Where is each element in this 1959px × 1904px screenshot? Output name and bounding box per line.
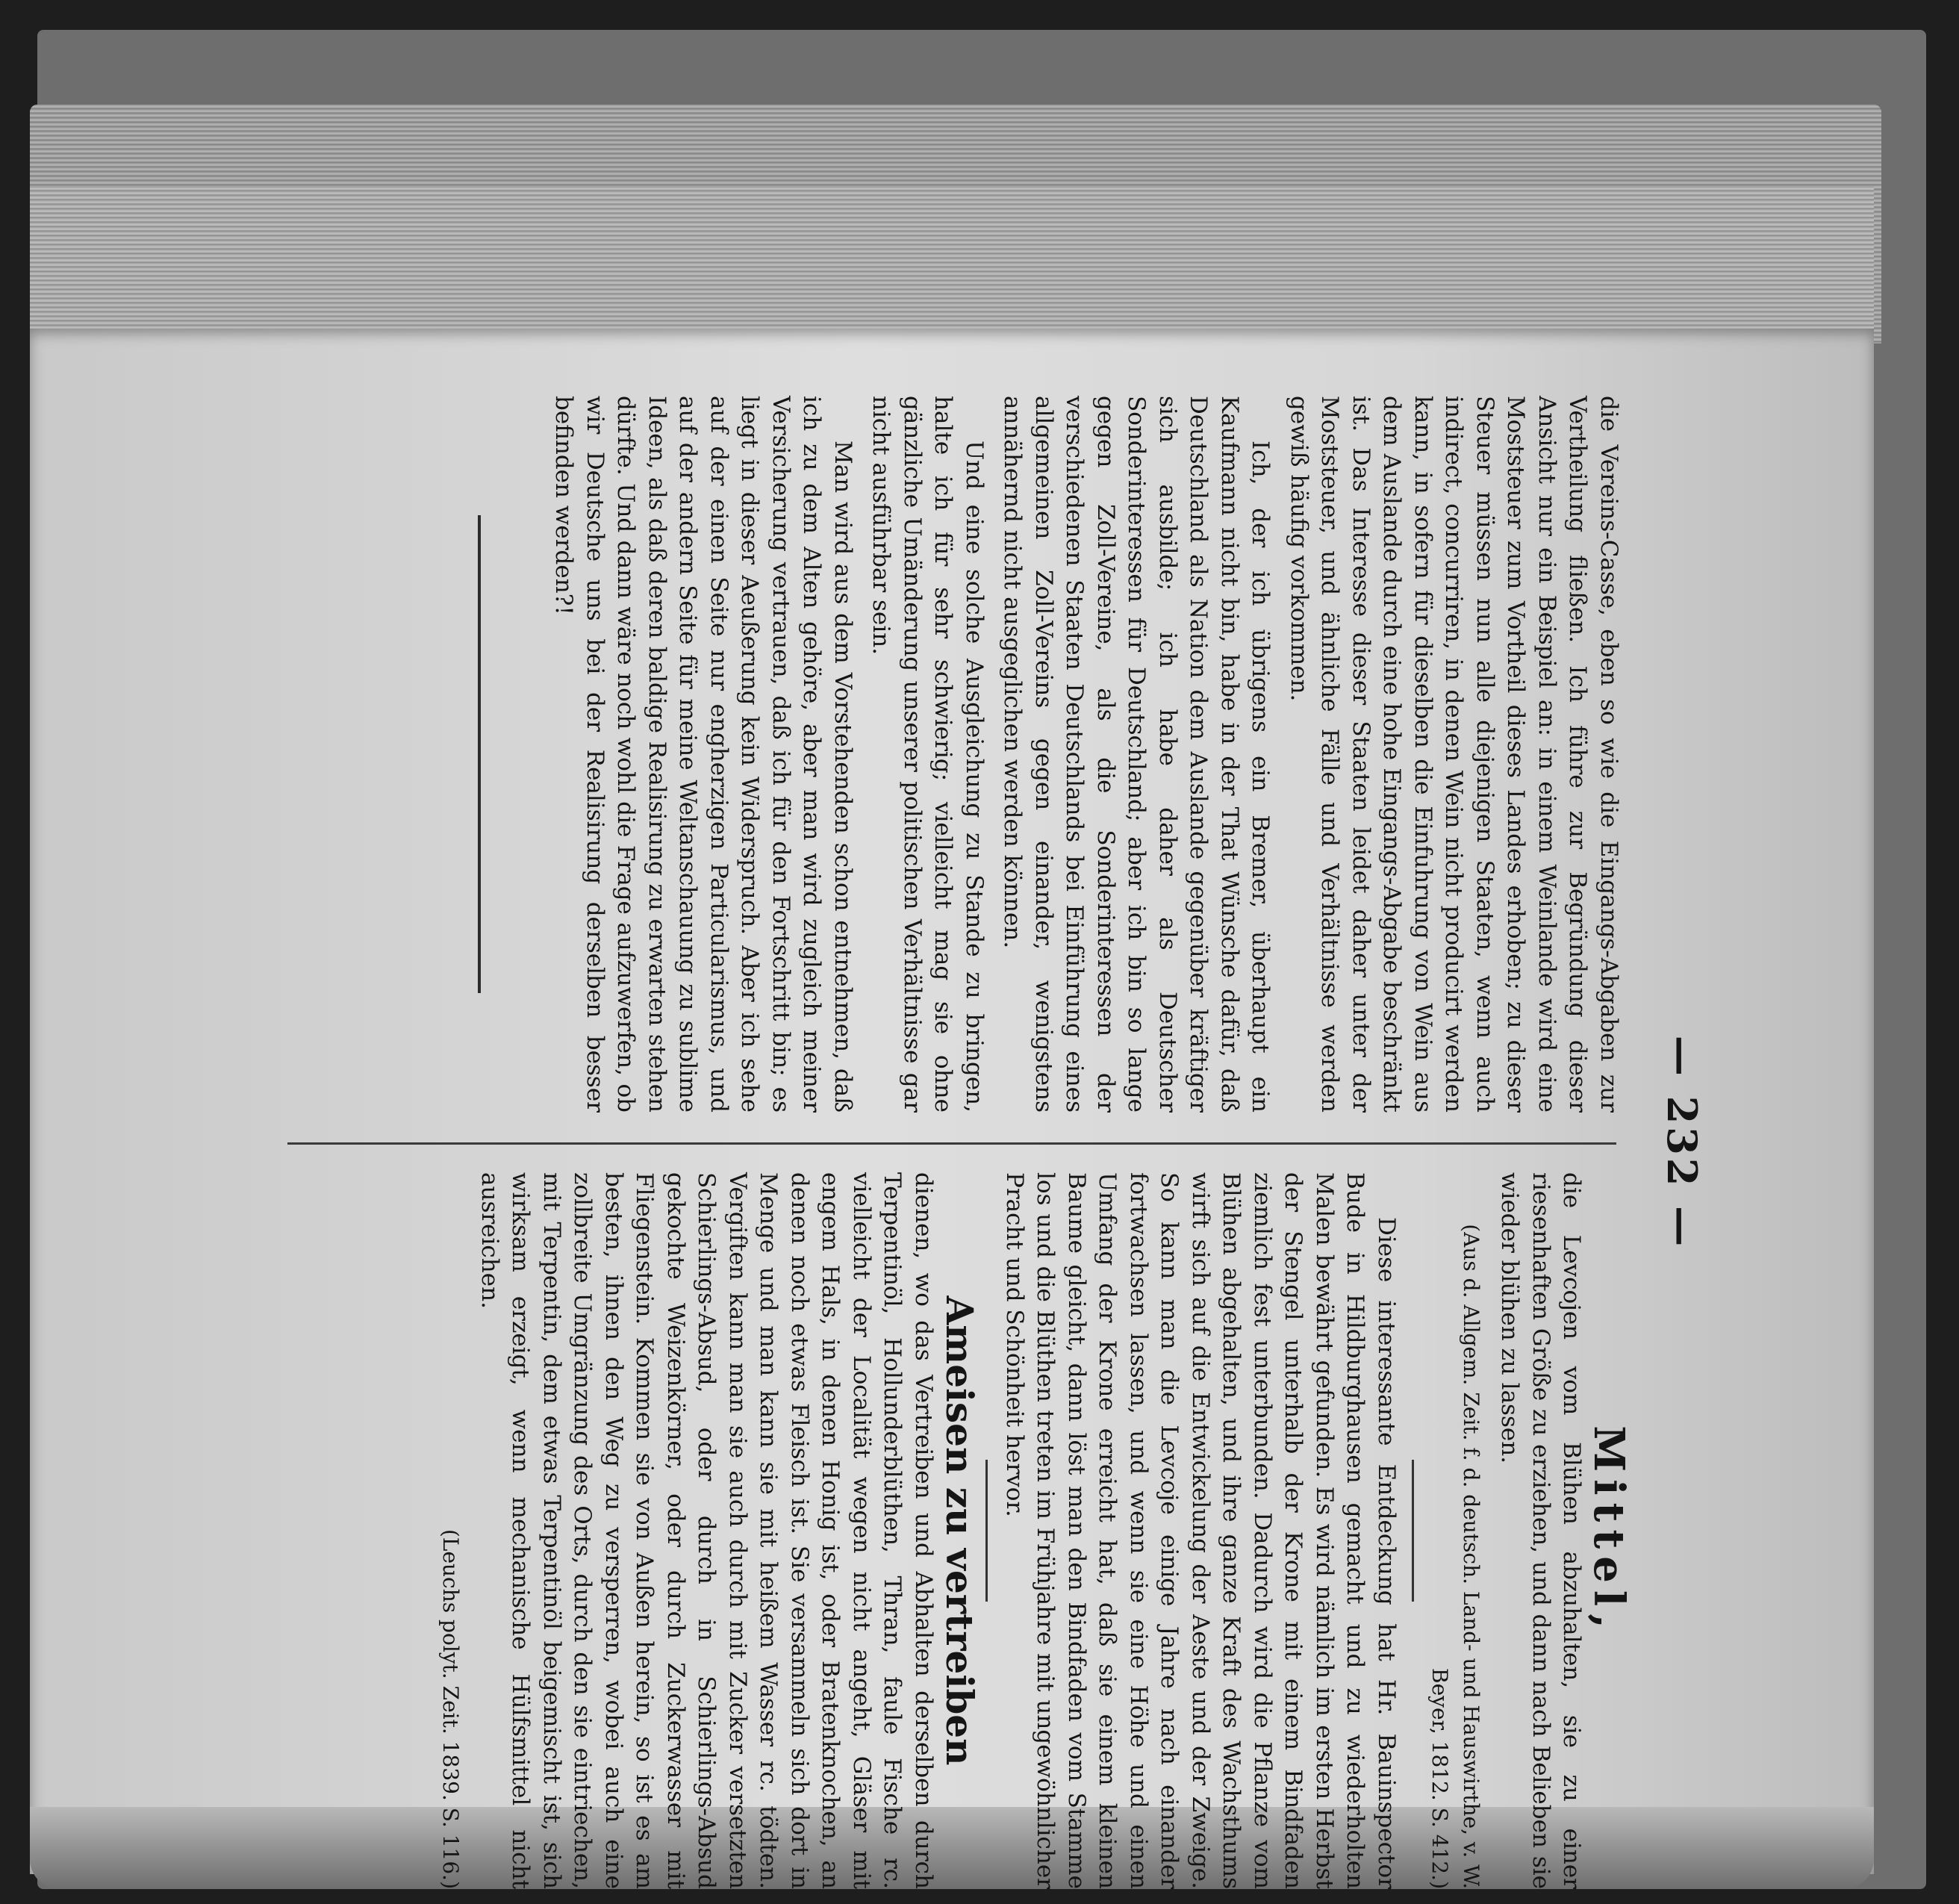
article-paragraph-2: dienen, wo das Vertreiben und Abhalten derselben durch Terpentinöl, Hollunderblüthen, Thran, faule Fische rc. vielleicht der Localität wegen nicht angeht, Gläser mit engem Hals, in denen Honig ist, oder Bratenknochen, an denen noch etwas Fleisch ist. Sie versammeln sich dort in Menge und man kann sie mit heißem Wasser rc. tödten. Vergiften kann man sie auch durch mit Zucker versetzten Schierlings-Absud, oder durch in Schierlings-Absud gekochte Weizenkörner, oder durch Zuckerwasser mit Fliegenstein. Kommen sie von Außen herein, so ist es am besten, ihnen den Weg zu versperren, wobei auch eine zollbreite Umgränzung des Orts, durch den sie eintriechen, mit Terpentin, dem etwas Terpentinöl beigemischt ist, sich wirksam erzeigt, wenn mechanische Hülfsmittel nicht ausreichen.: [476, 1172, 937, 1889]
short-divider-2: [986, 1460, 988, 1602]
article-paragraph: Diese interessante Entdeckung hat Hr. Bauinspector Bude in Hildburghausen gemacht und zu wiederholten Malen bewährt gefunden. Es wird nämlich im ersten Herbst der Stengel unterhalb der Krone mit einem Bindfaden ziemlich fest unterbunden. Dadurch wird die Pflanze vom Blühen abgehalten, und ihre ganze Kraft des Wachsthums wirft sich auf die Entwickelung der Aeste und der Zweige. So kann man die Levcoje einige Jahre nach einander fortwachsen lassen, und wenn sie eine Höhe und einen Umfang der Krone erreicht hat, daß sie einem kleinen Baume gleicht, dann löst man den Bindfaden vom Stamme los und die Blüthen treten im Frühjahre mit ungewöhnlicher Pracht und Schönheit hervor.: [1001, 1172, 1400, 1889]
left-paragraph-1: die Vereins-Casse, eben so wie die Eingangs-Abgaben zur Vertheilung fließen. Ich führe zur Begründung dieser Ansicht nur ein Beispiel an: in einem Weinlande wird eine Moststeuer zum Vortheil dieses Landes erhoben; zu dieser Steuer müssen nun alle diejenigen Staaten, wenn auch indirect, concurriren, in denen Wein nicht producirt werden kann, in sofern für dieselben die Einfuhrung von Wein aus dem Auslande durch eine hohe Eingangs-Abgabe beschränkt ist. Das Interesse dieser Staaten leidet daher unter der Moststeuer, und ähnliche Fälle und Verhältnisse werden gewiß häufig vorkommen.: [1286, 396, 1622, 1113]
article-heading-mittel: Mittel,: [1584, 1425, 1633, 1636]
column-divider: [287, 1142, 1616, 1145]
article-intro: die Levcojen vom Blühen abzuhalten, sie zu einer riesenhaften Größe zu erziehen, und dann nach Belieben sie wieder blühen zu lassen.: [1496, 1172, 1586, 1889]
right-column: [428, 1172, 1633, 1889]
rotated-page-content: [250, 396, 1706, 1889]
page-edges-inner: [30, 187, 1874, 343]
left-paragraph-3: Und eine solche Ausgleichung zu Stande zu bringen, halte ich für sehr schwierig; vielleicht mag sie ohne gänzliche Umänderung unserer politischen Verhältnisse gar nicht ausführbar sein.: [868, 396, 988, 1113]
article-source-2: (Leuchs polyt. Zeit. 1839. S. 116.): [438, 1528, 464, 1889]
article-heading-ameisen: Ameisen zu vertreiben: [938, 1295, 982, 1766]
section-end-rule: [478, 515, 481, 993]
left-paragraph-2: Ich, der ich übrigens ein Bremer, überhaupt ein Kaufmann nicht bin, habe in der That Wünsche dafür, daß Deutschland als Nation dem Auslande gegenüber kräftiger sich ausbilde; ich habe daher als Deutscher Sonderinteressen für Deutschland; aber ich bin so lange gegen Zoll-Vereine, als die Sonderinteressen der verschiedenen Staaten Deutschlands bei Einführung eines allgemeinen Zoll-Vereins gegen einander, wenigstens annähernd nicht ausgeglichen werden können.: [999, 396, 1274, 1113]
page-number: — 232 —: [1658, 1035, 1706, 1250]
article-source-1: (Aus d. Allgem. Zeit. f. d. deutsch. Land- und Hauswirthe, v. W. Beyer, 1812. S. 412.): [1427, 1224, 1483, 1889]
short-divider-1: [1412, 1460, 1414, 1602]
left-column: [478, 396, 1624, 1113]
left-paragraph-4: Man wird aus dem Vorstehenden schon entnehmen, daß ich zu dem Alten gehöre, aber man wird zugleich meiner Versicherung vertrauen, daß ich für den Fortschritt bin; es liegt in dieser Aeußerung kein Widerspruch. Aber ich sehe auf der einen Seite nur engherzigen Particularismus, und auf der andern Seite für meine Weltanschauung zu sublime Ideen, als daß deren baldige Realisirung zu erwarten stehen dürfte. Und dann wäre noch wohl die Frage aufzuwerfen, ob wir Deutsche uns bei der Realisirung derselben besser befinden werden?!: [550, 396, 856, 1113]
